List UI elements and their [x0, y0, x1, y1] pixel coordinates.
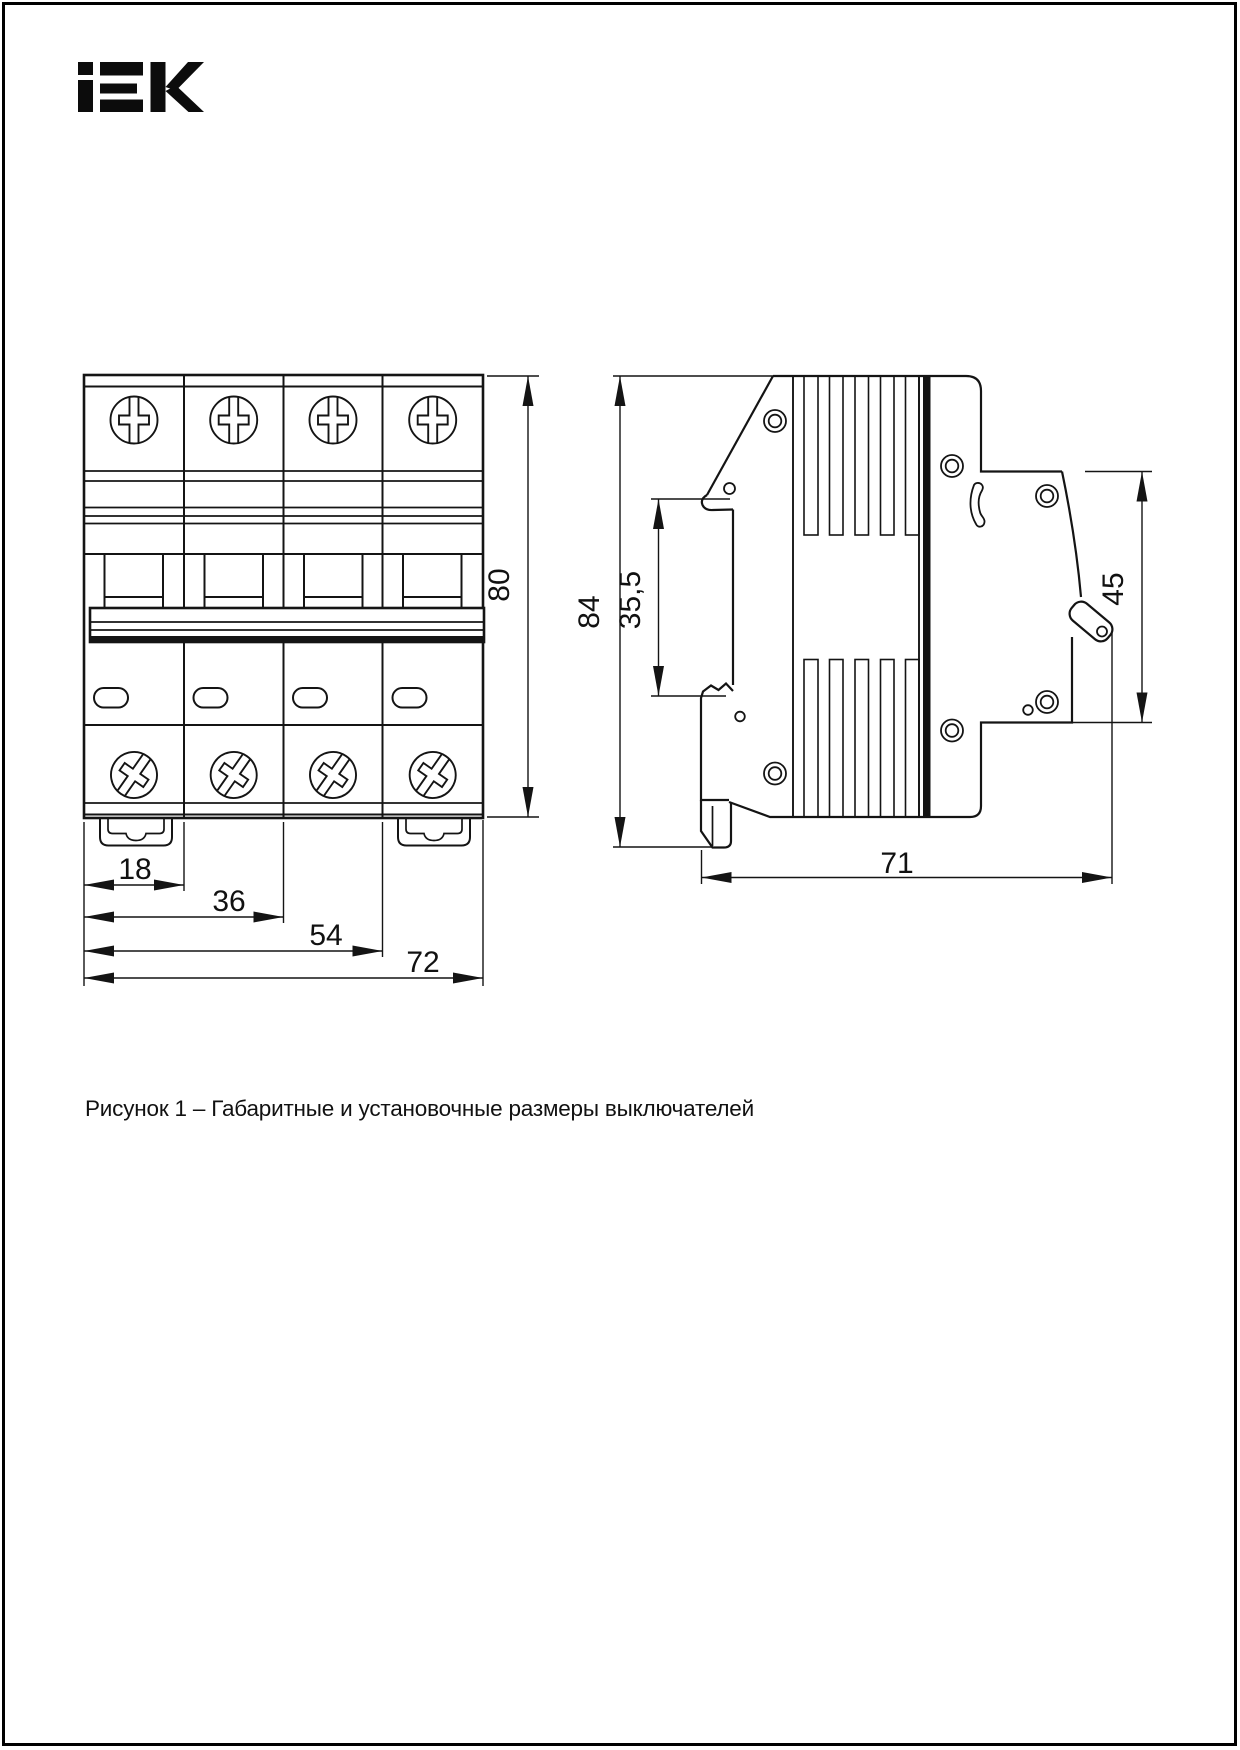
dim-label-71: 71	[880, 847, 914, 880]
figure-caption: Рисунок 1 – Габаритные и установочные размеры выключателей	[85, 1096, 754, 1121]
side-view	[701, 376, 1116, 848]
dim-label-72: 72	[406, 946, 440, 979]
toggle-bar	[90, 608, 484, 642]
side-view-dimensions	[573, 376, 1152, 884]
dim-label-54: 54	[309, 919, 343, 952]
din-clip-side	[701, 800, 731, 848]
dim-label-35-5: 35,5	[614, 570, 647, 630]
pin-holes	[724, 483, 1033, 721]
din-clip-left	[100, 819, 172, 846]
dim-label-18: 18	[118, 853, 152, 886]
curved-slot	[970, 483, 984, 527]
indicator-windows	[94, 688, 427, 708]
front-view-dimensions	[84, 376, 539, 986]
dim-label-36: 36	[212, 885, 246, 918]
dim-label-45: 45	[1097, 572, 1130, 606]
front-view	[84, 375, 484, 846]
dim-label-80: 80	[483, 568, 516, 602]
vent-slots	[793, 376, 931, 817]
rivet-bosses	[764, 410, 1058, 785]
dim-label-84: 84	[573, 595, 606, 629]
iek-logo	[78, 62, 204, 112]
din-clip-right	[398, 819, 470, 846]
